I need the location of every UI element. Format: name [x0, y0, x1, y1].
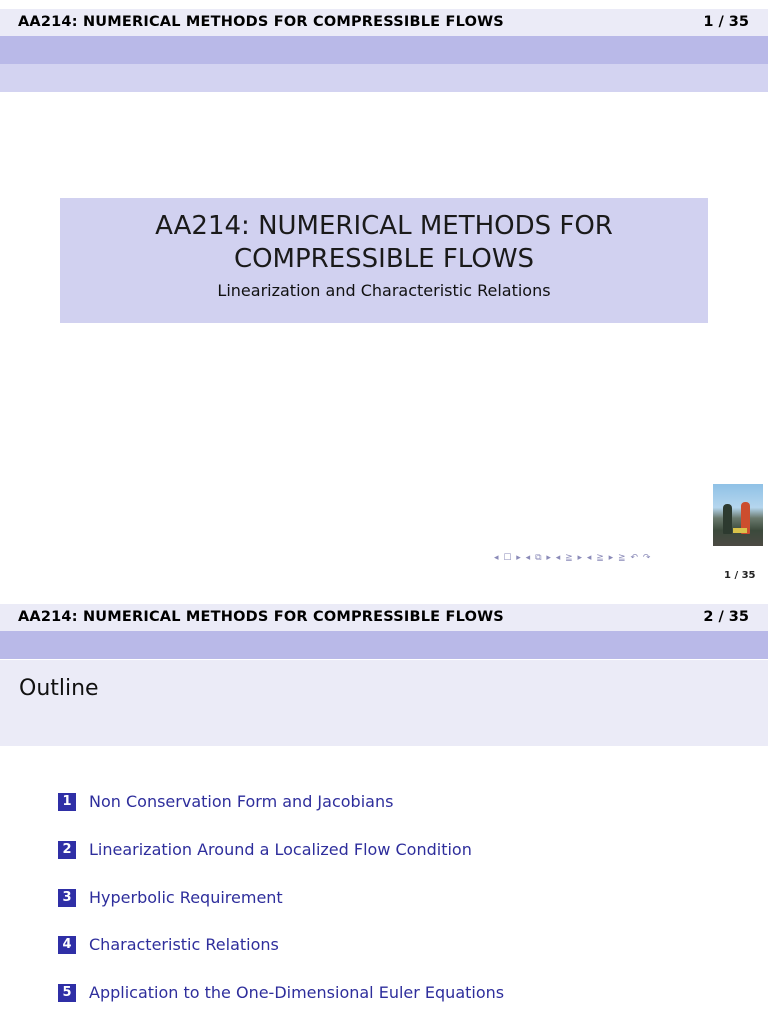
- section-link[interactable]: Application to the One-Dimensional Euler Equations: [89, 983, 505, 1002]
- footer-page-number: 1 / 35: [724, 570, 756, 581]
- page-number: 2 / 35: [703, 609, 749, 625]
- slide-subtitle: Linearization and Characteristic Relations: [217, 281, 551, 300]
- author-photo: [713, 484, 763, 546]
- section-number: 4: [58, 936, 76, 954]
- frame-title: Outline: [19, 676, 99, 701]
- section-link[interactable]: Characteristic Relations: [89, 935, 279, 954]
- title-line-2: COMPRESSIBLE FLOWS: [233, 244, 535, 274]
- section-number: 5: [58, 984, 76, 1002]
- page-number: 1 / 35: [703, 14, 749, 30]
- slide-header: [0, 9, 768, 36]
- frame-title-bar: [0, 660, 768, 746]
- header-band-dark: [0, 36, 768, 64]
- course-title: AA214: NUMERICAL METHODS FOR COMPRESSIBLE FLOWS: [18, 14, 504, 30]
- slide-2: [0, 594, 768, 1024]
- beamer-navigation-icons[interactable]: ◂ ☐ ▸ ◂ ⧉ ▸ ◂ ≧ ▸ ◂ ≧ ▸ ≧ ↶ ↷: [494, 553, 652, 563]
- section-number: 3: [58, 889, 76, 907]
- section-link[interactable]: Non Conservation Form and Jacobians: [89, 792, 394, 811]
- header-band-dark: [0, 631, 768, 659]
- section-link[interactable]: Linearization Around a Localized Flow Condition: [89, 840, 472, 859]
- section-link[interactable]: Hyperbolic Requirement: [89, 888, 283, 907]
- slide-header: [0, 604, 768, 631]
- section-number: 1: [58, 793, 76, 811]
- header-band-light: [0, 64, 768, 92]
- slide-title: [60, 210, 708, 276]
- title-box: [60, 198, 708, 323]
- section-number: 2: [58, 841, 76, 859]
- course-title: AA214: NUMERICAL METHODS FOR COMPRESSIBLE FLOWS: [18, 609, 504, 625]
- title-line-1: AA214: NUMERICAL METHODS FOR: [155, 211, 613, 241]
